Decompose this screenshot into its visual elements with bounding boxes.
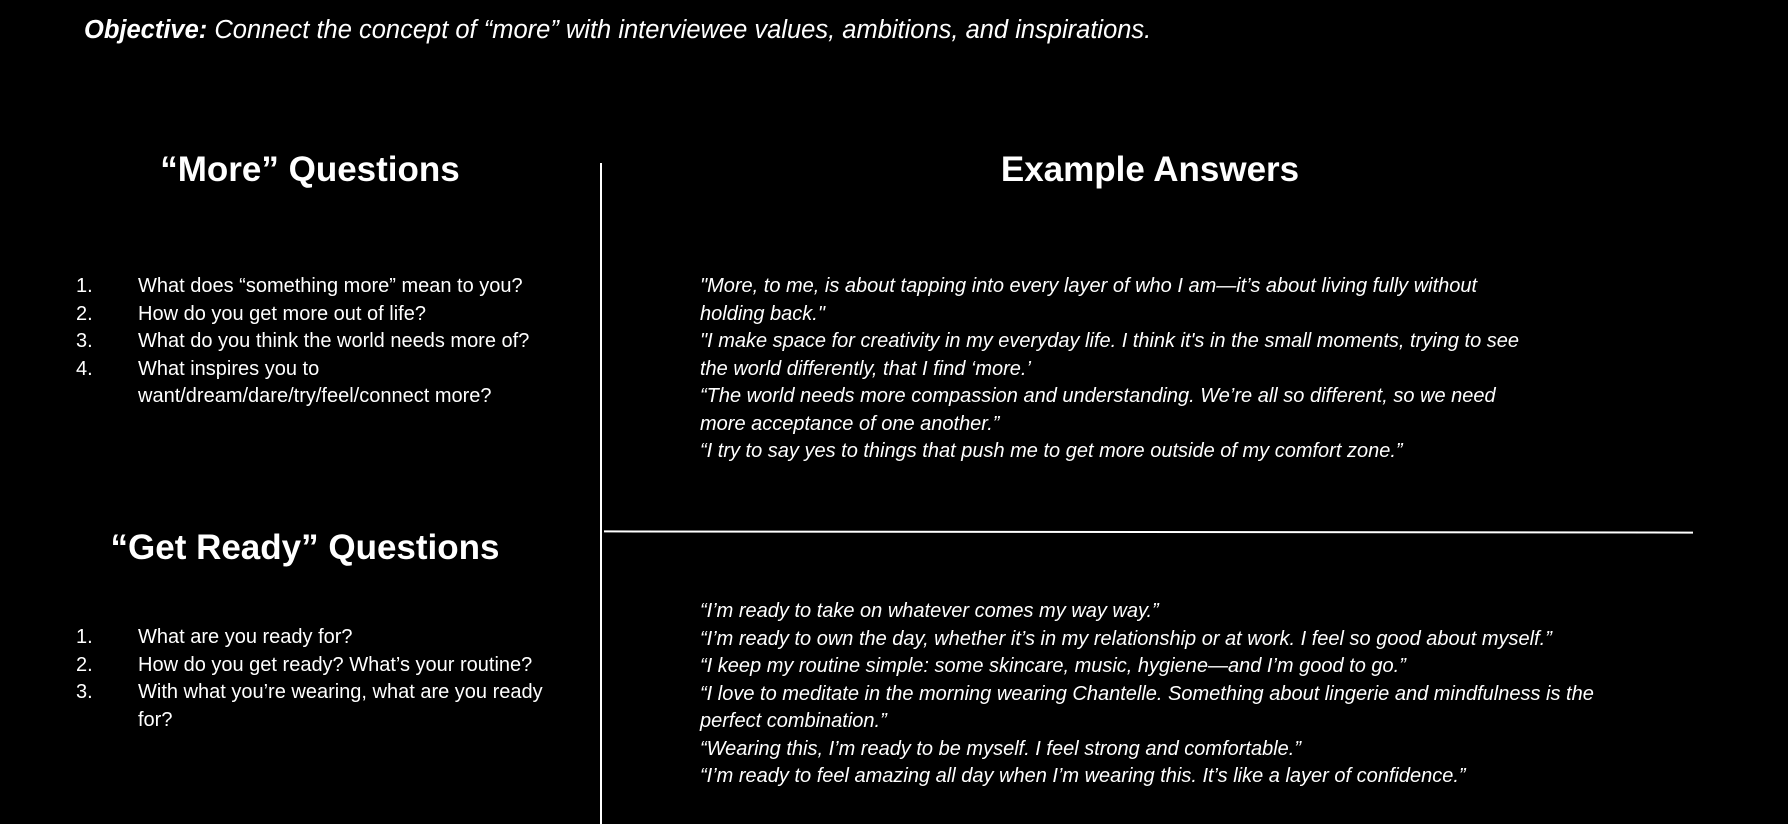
- get-ready-questions-list: [76, 624, 638, 734]
- item-number: 2.: [76, 302, 93, 325]
- vertical-divider: [600, 163, 602, 824]
- answer-quote: “I’m ready to own the day, whether it’s in my relationship or at work. I feel so good about myself.”: [700, 627, 1552, 650]
- answer-quote: “I try to say yes to things that push me to get more outside of my comfort zone.”: [700, 440, 1403, 462]
- answer-quote: “The world needs more compassion and understanding. We’re all so different, so we need more acceptance of one another.”: [700, 385, 1496, 435]
- list-item: [76, 652, 638, 680]
- answer-quote: “I’m ready to feel amazing all day when I’m wearing this. It’s like a layer of confidence.”: [700, 765, 1466, 787]
- list-item: [76, 328, 638, 356]
- question-text: With what you’re wearing, what are you ready for?: [138, 681, 543, 731]
- question-text: What inspires you to want/dream/dare/try/feel/connect more?: [138, 357, 492, 407]
- question-text: What are you ready for?: [138, 626, 353, 648]
- more-questions-list: [76, 273, 638, 411]
- answer-quote: “I keep my routine simple: some skincare, music, hygiene—and I’m good to go.”: [700, 655, 1406, 677]
- more-questions-heading: “More” Questions: [160, 150, 460, 189]
- answer-quote: "More, to me, is about tapping into every layer of who I am—it’s about living fully without holding back.": [700, 275, 1478, 325]
- objective-text: Connect the concept of “more” with interviewee values, ambitions, and inspirations.: [207, 16, 1152, 44]
- item-number: 1.: [76, 626, 93, 648]
- item-number: 4.: [76, 357, 93, 380]
- list-item: [76, 679, 568, 734]
- answer-quote: "I make space for creativity in my everyday life. I think it's in the small moments, trying to see the world differently, that I find ‘more.’: [700, 330, 1519, 380]
- question-text: How do you get more out of life?: [138, 302, 426, 325]
- objective-label: Objective:: [84, 16, 208, 44]
- answer-quote: “I’m ready to take on whatever comes my way way.”: [700, 600, 1159, 622]
- list-item: [76, 301, 638, 329]
- answer-quote: “I love to meditate in the morning wearing Chantelle. Something about lingerie and mindfulness is the perfect combination.”: [700, 682, 1594, 732]
- objective-line: [84, 14, 1151, 46]
- item-number: 1.: [76, 275, 93, 297]
- list-item: [76, 356, 558, 411]
- item-number: 2.: [76, 653, 93, 676]
- example-answers-heading: Example Answers: [1000, 150, 1300, 189]
- list-item: [76, 624, 638, 652]
- item-number: 3.: [76, 681, 93, 703]
- item-number: 3.: [76, 330, 93, 352]
- more-answers-block: [700, 273, 1540, 466]
- question-text: How do you get ready? What’s your routine?: [138, 653, 533, 676]
- question-text: What does “something more” mean to you?: [138, 275, 523, 297]
- get-ready-questions-heading: “Get Ready” Questions: [110, 528, 500, 567]
- ready-answers-block: [700, 598, 1620, 791]
- horizontal-divider: [604, 530, 1693, 533]
- question-text: What do you think the world needs more of?: [138, 330, 530, 352]
- answer-quote: “Wearing this, I’m ready to be myself. I feel strong and comfortable.”: [700, 737, 1301, 760]
- list-item: [76, 273, 638, 301]
